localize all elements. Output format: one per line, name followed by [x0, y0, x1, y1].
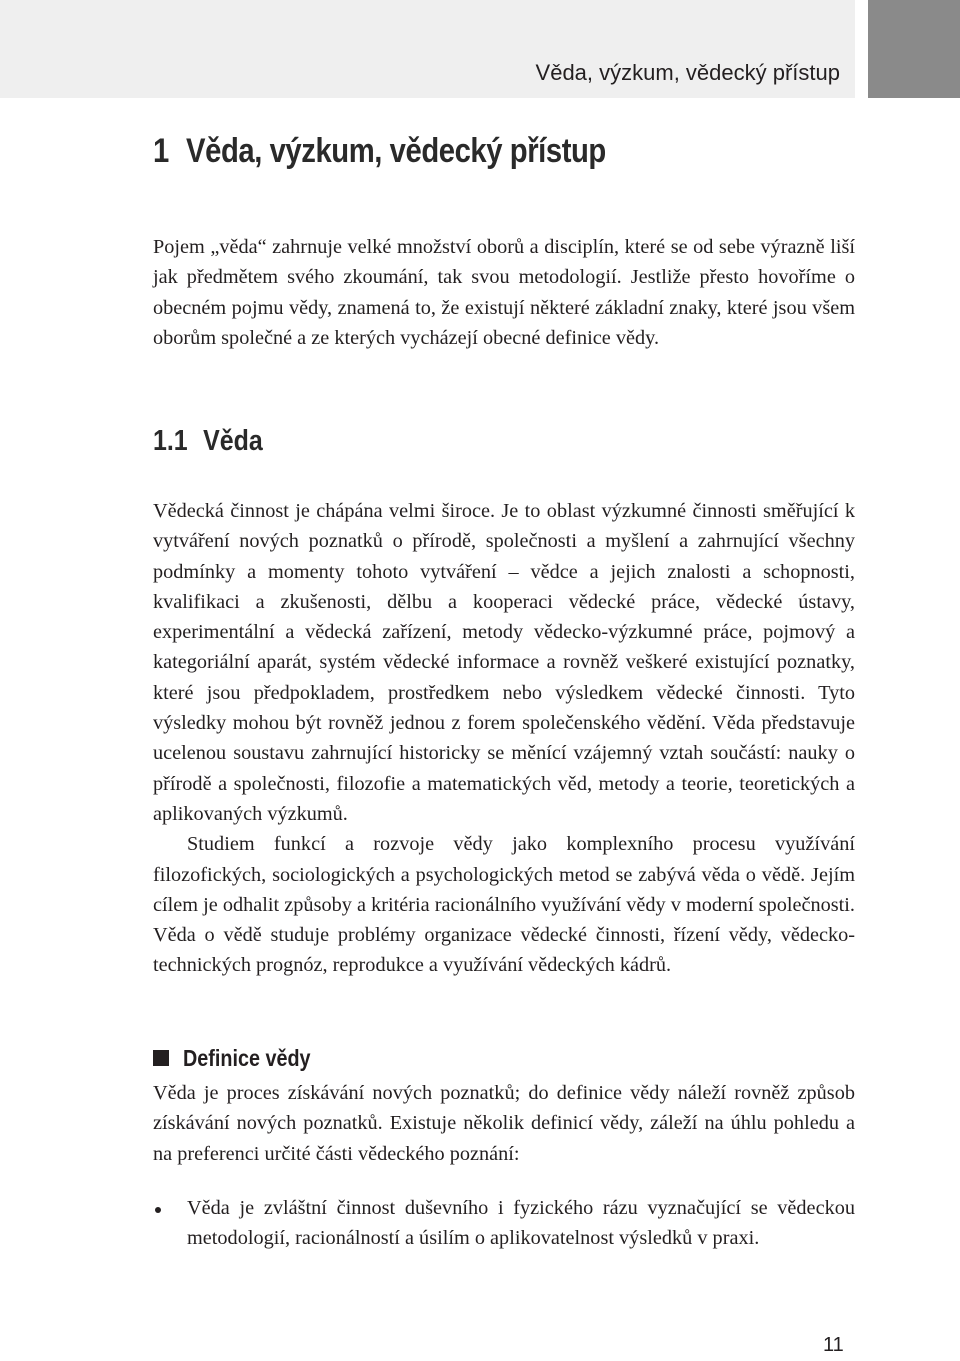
section-number: 1.1: [153, 425, 188, 457]
subsection-title: Definice vědy: [183, 1044, 311, 1071]
section-paragraph-1: Vědecká činnost je chápána velmi široce. Je to oblast výzkumné činnosti směřující k vytváření nových poznatků o přírodě, společnosti a myšlení a zahrnující všechny podmínky a momenty tohoto vytváření – vědce a jejich znalosti a schopnosti, kvalifikaci a zkušenosti, dělbu a kooperaci vědecké práce, vědecké ústavy, experimentální a vědecká zařízení, metody vědecko-výzkumné práce, pojmový a kategoriální aparát, systém vědecké informace a rovněž veškeré existující poznatky, které jsou předpokladem, prostředkem nebo výsledkem vědecké činnosti. Tyto výsledky mohou být rovněž jednou z forem společenského vědění. Věda představuje ucelenou soustavu zahrnující historicky se měnící vzájemný vztah součástí: nauky o přírodě a společnosti, filozofie a matematických věd, metody a teorie, teoretických a aplikovaných výzkumů.: [153, 500, 855, 825]
list-item: [153, 1193, 855, 1254]
definition-list: [153, 1193, 855, 1254]
chapter-number: 1: [153, 132, 169, 170]
section-title: [153, 425, 263, 458]
chapter-title: [153, 132, 606, 171]
running-head: Věda, výzkum, vědecký přístup: [535, 60, 840, 85]
subsection-paragraph: Věda je proces získávání nových poznatků; do definice vědy náleží rovněž způsob získávání nových poznatků. Existuje několik definicí vědy, záleží na úhlu pohledu a na preferenci určité části vědeckého poznání:: [153, 1082, 855, 1165]
page-number: 11: [823, 1334, 844, 1356]
list-item-text: Věda je zvláštní činnost duševního i fyzického rázu vyznačující se vědeckou metodologií, racionálností a úsilím o aplikovatelnost výsledků v praxi.: [187, 1197, 855, 1250]
chapter-tab-marker: [868, 0, 960, 98]
section-body: [153, 496, 855, 981]
chapter-title-text: Věda, výzkum, vědecký přístup: [186, 132, 606, 170]
subsection-heading: [153, 1043, 331, 1073]
section-title-text: Věda: [203, 425, 263, 457]
intro-block: [153, 232, 855, 353]
square-bullet-icon: [153, 1050, 169, 1066]
intro-paragraph: Pojem „věda“ zahrnuje velké množství oborů a disciplín, které se od sebe výrazně liší jak předmětem svého zkoumání, tak svou metodologií. Jestliže přesto hovoříme o obecném pojmu vědy, znamená to, že existují některé základní znaky, které jsou všem oborům společné a ze kterých vycházejí obecné definice vědy.: [153, 236, 855, 349]
subsection-body: [153, 1078, 855, 1169]
section-paragraph-2: Studiem funkcí a rozvoje vědy jako komplexního procesu využívání filozofických, sociologických a psychologických metod se zabývá věda o vědě. Jejím cílem je odhalit způsoby a kritéria racionálního využívání vědy v moderní společnosti. Věda o vědě studuje problémy organizace vědecké činnosti, řízení vědy, vědecko-technických prognóz, reprodukce a využívání vědeckých kádrů.: [153, 833, 855, 977]
bullet-dot-icon: [155, 1207, 161, 1213]
